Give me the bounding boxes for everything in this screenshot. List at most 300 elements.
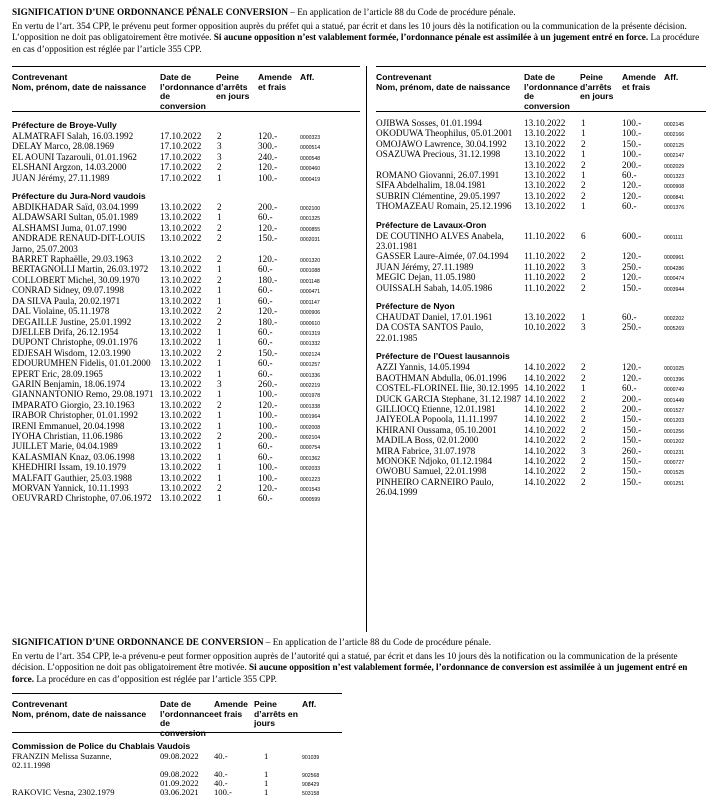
notice-body-bold: Si aucune opposition n’est valablement formée, l’ordonnance de conversion est assimilée à un jugement entré en force.	[12, 662, 688, 684]
fine-amount: 200.-	[622, 393, 642, 404]
table-row	[376, 322, 706, 343]
arrest-days: 1	[581, 201, 586, 212]
fine-amount: 240.-	[258, 151, 278, 162]
offender-name: MEGIC Dejan, 11.05.1980	[376, 272, 476, 283]
table-row	[12, 788, 342, 797]
conversion-date: 11.10.2022	[524, 282, 566, 293]
conversion-date: 13.10.2022	[160, 483, 202, 493]
case-number: 0001362	[300, 455, 321, 462]
conversion-date: 17.10.2022	[160, 162, 202, 173]
conversion-date: 14.10.2022	[524, 476, 566, 487]
table-row	[376, 201, 706, 211]
table-row	[376, 446, 706, 456]
offender-name: JAIYEOLA Popoola, 11.11.1997	[376, 414, 498, 425]
arrest-days: 1	[264, 778, 269, 788]
conversion-date: 13.10.2022	[524, 312, 566, 323]
table-row	[376, 435, 706, 445]
offender-name: AZZI Yannis, 14.05.1994	[376, 362, 470, 373]
fine-amount: 60.-	[258, 368, 273, 379]
fine-amount: 150.-	[622, 435, 642, 446]
arrest-days: 1	[217, 212, 222, 223]
fine-amount: 60.-	[258, 295, 273, 306]
fine-amount: 120.-	[258, 483, 278, 493]
arrest-days: 1	[581, 383, 586, 394]
fine-amount: 120.-	[258, 162, 278, 173]
fine-amount: 60.-	[258, 285, 273, 296]
offender-name: CONRAD Sidney, 09.07.1998	[12, 285, 124, 296]
offender-name: COLLOBERT Michel, 30.09.1970	[12, 274, 140, 285]
case-number: 0002031	[300, 237, 321, 244]
fine-amount: 120.-	[622, 251, 642, 262]
case-number: 0002125	[664, 142, 685, 149]
conversion-date: 14.10.2022	[524, 466, 566, 477]
fine-amount: 120.-	[622, 190, 642, 201]
arrest-days: 2	[217, 306, 222, 317]
notice-title-rest: – En application de l’article 88 du Code de procédure pénale.	[288, 7, 516, 17]
offender-name: MONOKE Ndjoko, 01.12.1984	[376, 455, 493, 466]
fine-amount: 150.-	[622, 414, 642, 425]
case-number: 0001320	[300, 258, 321, 265]
arrest-days: 3	[581, 445, 586, 456]
fine-amount: 120.-	[258, 306, 278, 317]
offender-name: ALDAWSARI Sultan, 05.01.1989	[12, 212, 139, 223]
arrest-days: 2	[581, 435, 586, 446]
fine-amount: 150.-	[622, 466, 642, 477]
fine-amount: 100.-	[622, 128, 642, 139]
conversion-date: 13.10.2022	[524, 190, 566, 201]
notice-body-end: La procédure en cas d’opposition est réglée par l’article 355 CPP.	[12, 32, 700, 54]
conversion-date: 14.10.2022	[524, 393, 566, 404]
offender-name: DEGAILLE Justine, 25.01.1992	[12, 316, 132, 327]
conversion-date: 17.10.2022	[160, 131, 202, 141]
arrest-days: 2	[581, 372, 586, 383]
conversion-date: 14.10.2022	[524, 362, 566, 373]
offender-name: DAL Violaine, 05.11.1978	[12, 306, 110, 317]
fine-amount: 150.-	[622, 424, 642, 435]
offender-name: JUILLET Marie, 04.04.1989	[12, 441, 118, 452]
arrest-days: 6	[581, 230, 586, 241]
fine-amount: 40.-	[214, 778, 228, 788]
fine-amount: 150.-	[258, 347, 278, 358]
table-row	[12, 254, 360, 264]
conversion-date: 13.10.2022	[160, 493, 202, 504]
table-row	[12, 223, 360, 233]
conversion-date: 17.10.2022	[160, 151, 202, 162]
arrest-days: 1	[217, 493, 222, 504]
notice-title: SIGNIFICATION D’UNE ORDONNANCE DE CONVERSION	[12, 637, 264, 647]
case-number: 0001964	[300, 414, 321, 421]
fine-amount: 120.-	[622, 372, 642, 383]
offender-name: RAKOVIC Vesna, 2302.1979	[12, 787, 115, 797]
table-row	[12, 431, 360, 441]
fine-amount: 120.-	[258, 254, 278, 265]
conversion-date: 13.10.2022	[160, 222, 202, 233]
header-peine: Peine d’arrêts en jours	[254, 699, 298, 729]
arrest-days: 2	[217, 347, 222, 358]
fine-amount: 100.-	[258, 420, 278, 431]
offender-name: GARIN Benjamin, 18.06.1974	[12, 378, 126, 389]
case-number: 0001257	[300, 362, 321, 369]
arrest-days: 1	[264, 787, 269, 797]
conversion-date: 13.10.2022	[160, 358, 202, 369]
conversion-date: 13.10.2022	[524, 159, 566, 170]
arrest-days: 2	[217, 483, 222, 493]
table-row	[376, 180, 706, 190]
fine-amount: 60.-	[622, 201, 637, 212]
table-row	[376, 262, 706, 272]
offender-name: ROMANO Giovanni, 26.07.1991	[376, 170, 500, 181]
arrest-days: 1	[217, 410, 222, 421]
case-number: 0001148	[300, 278, 320, 285]
conversion-date: 13.10.2022	[524, 138, 566, 149]
offender-name: MIRA Fabrice, 31.07.1978	[376, 445, 476, 456]
arrest-days: 2	[581, 272, 586, 283]
table-row	[12, 296, 360, 306]
case-number: 0001336	[300, 372, 321, 379]
fine-amount: 250.-	[622, 261, 642, 272]
table-row	[376, 477, 706, 498]
table-row	[376, 425, 706, 435]
case-number: 0002100	[300, 206, 321, 213]
conversion-date: 14.10.2022	[524, 403, 566, 414]
conversion-date: 13.10.2022	[160, 410, 202, 421]
arrest-days: 2	[581, 403, 586, 414]
case-number: 0000961	[664, 255, 685, 262]
conversion-date: 13.10.2022	[160, 212, 202, 223]
offender-name: ALSHAMSI Juma, 01.07.1990	[12, 222, 127, 233]
case-number: 0002029	[664, 163, 685, 170]
case-number: 0001147	[300, 299, 320, 306]
offender-name: DELAY Marco, 28.08.1969	[12, 141, 115, 152]
arrest-days: 1	[217, 472, 222, 483]
header-peine: Peine d’arrêts en jours	[580, 72, 614, 102]
fine-amount: 100.-	[622, 149, 642, 160]
conversion-date: 13.10.2022	[524, 118, 566, 128]
header-date: Date de l’ordonnance de conversion	[160, 72, 214, 111]
offender-name: BARRET Raphaëlle, 29.03.1963	[12, 254, 134, 265]
header-contrevenant: Contrevenant Nom, prénom, date de naissance	[12, 699, 147, 719]
section-title: Préfecture du Jura-Nord vaudois	[12, 191, 146, 202]
fine-amount: 260.-	[622, 445, 642, 456]
case-number: 0000471	[300, 289, 321, 296]
right-table-body	[376, 112, 706, 498]
conversion-date: 14.10.2022	[524, 435, 566, 446]
offender-name: EDJESAH Wisdom, 12.03.1990	[12, 347, 131, 358]
arrest-days: 2	[581, 159, 586, 170]
arrest-days: 1	[217, 451, 222, 462]
table-row	[12, 264, 360, 274]
case-number: 0001543	[300, 487, 321, 493]
arrest-days: 1	[581, 149, 586, 160]
case-number: 901039	[302, 755, 320, 761]
case-number: 0000460	[300, 166, 321, 173]
table-row	[12, 306, 360, 316]
header-contrevenant: Contrevenant Nom, prénom, date de naissance	[12, 72, 147, 92]
case-number: 503158	[302, 791, 320, 797]
table-row	[376, 362, 706, 372]
offender-name: JUAN Jérémy, 27.11.1989	[12, 172, 110, 183]
header-aff: Aff.	[302, 699, 317, 709]
conversion-date: 13.10.2022	[160, 316, 202, 327]
arrest-days: 1	[217, 441, 222, 452]
fine-amount: 150.-	[622, 476, 642, 487]
arrest-days: 2	[581, 455, 586, 466]
fine-amount: 120.-	[622, 272, 642, 283]
case-number: 0000749	[664, 387, 685, 394]
case-number: 0000514	[300, 145, 321, 152]
table-row	[12, 212, 360, 222]
table-row	[12, 400, 360, 410]
table-row	[12, 285, 360, 295]
conversion-date: 09.08.2022	[160, 769, 199, 779]
arrest-days: 2	[581, 476, 586, 487]
case-number: 0001202	[664, 439, 685, 446]
case-number: 0000841	[664, 194, 685, 201]
header-amende: Amende et frais	[258, 72, 292, 92]
case-number: 0005269	[664, 326, 685, 333]
arrest-days: 2	[581, 424, 586, 435]
table-row	[376, 283, 706, 293]
fine-amount: 150.-	[622, 138, 642, 149]
arrest-days: 1	[217, 368, 222, 379]
fine-amount: 100.-	[214, 787, 232, 797]
conversion-date: 13.10.2022	[160, 202, 202, 213]
arrest-days: 2	[217, 274, 222, 285]
case-number: 0002104	[300, 434, 321, 441]
table-row	[12, 410, 360, 420]
offender-name: DA COSTA SANTOS Paulo, 22.01.1985	[376, 322, 484, 343]
table-row	[376, 383, 706, 393]
conversion-date: 13.10.2022	[160, 472, 202, 483]
case-number: 0002124	[300, 351, 321, 358]
notice-body: En vertu de l’art. 354 CPP, le-a prévenu-e peut former opposition auprès de l’autorité qui a statué, par écrit et dans les 10 jours dès la notification ou la communication de la présente décision. L’opposition ne doit pas obligatoirement être motivée.	[12, 651, 678, 673]
offender-name: OWOBU Samuel, 22.01.1998	[376, 466, 487, 477]
bottom-notice	[12, 637, 702, 685]
conversion-date: 13.10.2022	[160, 399, 202, 410]
section-title: Préfecture de Nyon	[376, 301, 455, 312]
fine-amount: 150.-	[622, 455, 642, 466]
header-aff: Aff.	[300, 72, 315, 82]
conversion-date: 13.10.2022	[160, 430, 202, 441]
conversion-date: 11.10.2022	[524, 272, 566, 283]
conversion-date: 13.10.2022	[160, 326, 202, 337]
offender-name: DUCK GARCIA Stephane, 31.12.1987	[376, 393, 521, 404]
case-number: 0001527	[664, 407, 685, 414]
table-row	[12, 779, 342, 788]
case-number: 0002166	[664, 132, 685, 139]
header-date: Date de l’ordonnance de conversion	[160, 699, 214, 738]
table-row	[12, 337, 360, 347]
table-row	[12, 462, 360, 472]
table-row	[12, 141, 360, 151]
arrest-days: 2	[217, 202, 222, 213]
fine-amount: 100.-	[258, 389, 278, 400]
header-peine: Peine d’arrêts en jours	[216, 72, 250, 102]
case-number: 0001332	[300, 341, 321, 348]
fine-amount: 300.-	[258, 141, 278, 152]
left-table-body	[12, 120, 360, 504]
conversion-date: 13.10.2022	[160, 389, 202, 400]
fine-amount: 60.-	[622, 383, 637, 394]
table-row	[12, 441, 360, 451]
table-row	[376, 272, 706, 282]
table-row	[376, 231, 706, 252]
offender-name: IYOHA Christian, 11.06.1986	[12, 430, 123, 441]
table-row	[12, 275, 360, 285]
case-number: 0002008	[300, 424, 321, 431]
header-amende: Amende et frais	[622, 72, 656, 92]
fine-amount: 200.-	[622, 159, 642, 170]
fine-amount: 200.-	[258, 430, 278, 441]
conversion-date: 13.10.2022	[160, 254, 202, 265]
conversion-date: 13.10.2022	[524, 201, 566, 212]
offender-name: GIANNANTONIO Remo, 29.08.1971	[12, 389, 154, 400]
case-number: 0000754	[300, 445, 321, 452]
offender-name: FRANZIN Melissa Suzanne, 02.11.1998	[12, 751, 112, 770]
arrest-days: 1	[581, 128, 586, 139]
case-number: 0001338	[300, 403, 321, 410]
table-row	[12, 379, 360, 389]
table-row	[376, 466, 706, 476]
offender-name: IRABOR Christopher, 01.01.1992	[12, 410, 138, 421]
fine-amount: 60.-	[258, 337, 273, 348]
case-number: 902568	[302, 773, 320, 779]
fine-amount: 120.-	[258, 222, 278, 233]
arrest-days: 2	[581, 190, 586, 201]
case-number: 0004286	[664, 265, 685, 272]
table-row	[12, 421, 360, 431]
case-number: 0001449	[664, 397, 685, 404]
fine-amount: 40.-	[214, 751, 228, 761]
offender-name: COSTEL-FLORINEL Ilie, 30.12.1995	[376, 383, 519, 394]
offender-name: OEUVRARD Christophe, 07.06.1972	[12, 493, 152, 504]
case-number: 0001203	[664, 418, 685, 425]
fine-amount: 60.-	[258, 358, 273, 369]
fine-amount: 120.-	[622, 180, 642, 191]
fine-amount: 150.-	[622, 282, 642, 293]
table-row	[12, 389, 360, 399]
offender-name: KHIRANI Oussama, 05.10.2001	[376, 424, 497, 435]
table-row	[12, 752, 342, 770]
offender-name: BERTAGNOLLI Martin, 26.03.1972	[12, 264, 149, 275]
table-row	[376, 139, 706, 149]
fine-amount: 100.-	[622, 118, 642, 128]
arrest-days: 2	[581, 414, 586, 425]
offender-name: DA SILVA Paula, 20.02.1971	[12, 295, 121, 306]
notice-body-bold: Si aucune opposition n’est valablement formée, l’ordonnance pénale est assimilée à un jugement entré en force.	[213, 32, 649, 43]
right-table-header	[376, 66, 706, 112]
fine-amount: 60.-	[622, 312, 637, 323]
table-row	[376, 160, 706, 170]
fine-amount: 60.-	[258, 451, 273, 462]
bottom-table-body	[12, 741, 342, 797]
case-number: 0002219	[300, 382, 321, 389]
bottom-table-header	[12, 693, 342, 738]
conversion-date: 13.10.2022	[160, 368, 202, 379]
arrest-days: 2	[217, 254, 222, 265]
case-number: 0001376	[664, 205, 685, 212]
offender-name: DUPONT Christophe, 09.01.1976	[12, 337, 138, 348]
conversion-date: 13.10.2022	[160, 441, 202, 452]
fine-amount: 200.-	[258, 202, 278, 213]
conversion-date: 14.10.2022	[524, 372, 566, 383]
table-row	[12, 452, 360, 462]
case-number: 0001525	[664, 470, 685, 477]
arrest-days: 1	[217, 264, 222, 275]
conversion-date: 11.10.2022	[524, 230, 566, 241]
fine-amount: 120.-	[258, 131, 278, 141]
arrest-days: 1	[217, 285, 222, 296]
fine-amount: 100.-	[258, 472, 278, 483]
offender-name: CHAUDAT Daniel, 17.01.1961	[376, 312, 493, 323]
offender-name: IMPARATO Giorgio, 23.10.1963	[12, 399, 135, 410]
conversion-date: 14.10.2022	[524, 414, 566, 425]
arrest-days: 1	[264, 769, 269, 779]
conversion-date: 13.10.2022	[160, 347, 202, 358]
table-row	[12, 473, 360, 483]
arrest-days: 1	[581, 170, 586, 181]
table-row	[12, 483, 360, 493]
conversion-date: 13.10.2022	[160, 274, 202, 285]
fine-amount: 60.-	[622, 170, 637, 181]
header-date: Date de l’ordonnance de conversion	[524, 72, 578, 111]
arrest-days: 1	[217, 358, 222, 369]
offender-name: GILLIOCQ Etienne, 12.01.1981	[376, 403, 496, 414]
case-number: 0000908	[664, 184, 685, 191]
notice-title: SIGNIFICATION D’UNE ORDONNANCE PÉNALE CONVERSION	[12, 7, 288, 17]
case-number: 0001223	[300, 476, 321, 483]
fine-amount: 100.-	[258, 410, 278, 421]
case-number: 0001111	[664, 234, 684, 241]
arrest-days: 1	[217, 389, 222, 400]
header-amende: Amende et frais	[214, 699, 248, 719]
offender-name: DJELLEB Drifa, 26.12.1954	[12, 326, 119, 337]
fine-amount: 60.-	[258, 212, 273, 223]
table-row	[376, 394, 706, 404]
table-row	[376, 191, 706, 201]
case-number: 0001396	[664, 376, 685, 383]
arrest-days: 2	[581, 282, 586, 293]
arrest-days: 2	[581, 466, 586, 477]
arrest-days: 1	[264, 751, 269, 761]
case-number: 0000548	[300, 155, 321, 162]
case-number: 0000474	[664, 276, 685, 283]
conversion-date: 13.10.2022	[160, 378, 202, 389]
conversion-date: 13.10.2022	[160, 462, 202, 473]
arrest-days: 3	[581, 322, 586, 333]
arrest-days: 2	[581, 180, 586, 191]
conversion-date: 13.10.2022	[160, 233, 202, 244]
case-number: 0000419	[300, 176, 321, 183]
arrest-days: 2	[217, 233, 222, 244]
fine-amount: 60.-	[258, 264, 273, 275]
conversion-date: 13.10.2022	[524, 128, 566, 139]
conversion-date: 13.10.2022	[160, 306, 202, 317]
offender-name: ABDIKHADAR Saïd, 03.04.1999	[12, 202, 139, 213]
offender-name: JUAN Jérémy, 27.11.1989	[376, 261, 474, 272]
offender-name: BAOTHMAN Abdulla, 06.01.1996	[376, 372, 507, 383]
right-column	[376, 66, 706, 498]
offender-name: SUBRIN Clémentine, 29.05.1997	[376, 190, 501, 201]
conversion-date: 17.10.2022	[160, 172, 202, 183]
case-number: 0001231	[664, 449, 685, 456]
fine-amount: 200.-	[622, 403, 642, 414]
case-number: 0002147	[664, 153, 685, 160]
table-row	[376, 414, 706, 424]
fine-amount: 120.-	[622, 362, 642, 373]
arrest-days: 1	[581, 118, 586, 128]
conversion-date: 13.10.2022	[160, 451, 202, 462]
